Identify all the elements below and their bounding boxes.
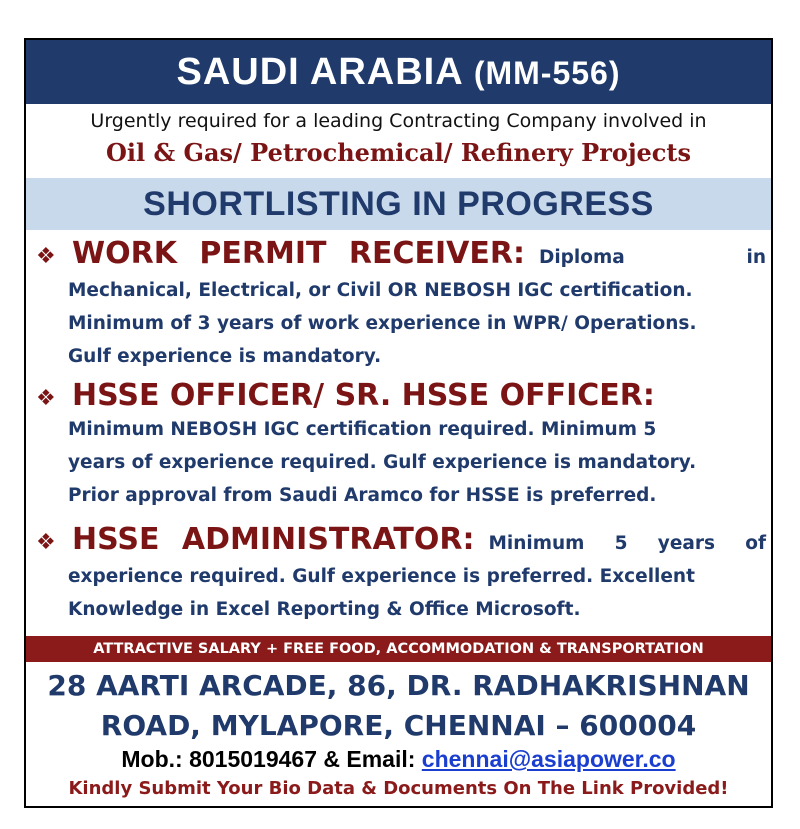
mobile-number: Mob.: 8015019467 & Email: (121, 746, 416, 772)
address-line: ROAD, MYLAPORE, CHENNAI – 600004 (100, 709, 697, 742)
job-description-line: Minimum 5 years of (488, 533, 766, 554)
job-title: HSSE ADMINISTRATOR: (72, 522, 475, 557)
bullet-icon: ❖ (36, 244, 56, 269)
job-description-line: experience required. Gulf experience is preferred. Excellent (68, 566, 695, 587)
job-title: HSSE OFFICER/ SR. HSSE OFFICER: (72, 378, 655, 413)
country-title: SAUDI ARABIA (176, 51, 463, 93)
address-line: 28 AARTI ARCADE, 86, DR. RADHAKRISHNAN (47, 669, 750, 702)
job-advertisement (24, 38, 773, 808)
bullet-icon: ❖ (36, 530, 56, 555)
intro-text: Urgently required for a leading Contracting Company involved in (90, 110, 707, 132)
job-description-line: Minimum of 3 years of work experience in WPR/ Operations. (68, 313, 697, 334)
contact-line (26, 746, 771, 773)
reference-code: (MM-556) (473, 55, 621, 91)
job-description (36, 413, 766, 512)
benefits-banner: ATTRACTIVE SALARY + FREE FOOD, ACCOMMODATION & TRANSPORTATION (26, 636, 771, 662)
job-description-line: years of experience required. Gulf experience is mandatory. (68, 452, 697, 473)
job-description-line: Diploma in (538, 247, 766, 268)
job-description (36, 560, 766, 626)
title-banner (26, 40, 771, 104)
sector-heading: Oil & Gas/ Petrochemical/ Refinery Projects (105, 138, 692, 167)
email-link[interactable]: chennai@asiapower.co (421, 746, 676, 772)
submission-instruction: Kindly Submit Your Bio Data & Documents On The Link Provided! (68, 778, 729, 799)
job-description-line: Prior approval from Saudi Aramco for HSSE is preferred. (68, 485, 657, 506)
job-listing (36, 236, 766, 373)
job-description-line: Knowledge in Excel Reporting & Office Microsoft. (68, 599, 581, 620)
office-address (26, 666, 771, 746)
job-listing (36, 522, 766, 626)
job-description-line: Mechanical, Electrical, or Civil OR NEBOSH IGC certification. (68, 280, 693, 301)
job-description-line: Gulf experience is mandatory. (68, 346, 382, 367)
job-description (36, 274, 766, 373)
job-title: WORK PERMIT RECEIVER: (72, 236, 525, 271)
bullet-icon: ❖ (36, 386, 56, 411)
job-listing (36, 378, 766, 512)
status-banner: SHORTLISTING IN PROGRESS (26, 178, 771, 230)
job-description-line: Minimum NEBOSH IGC certification required. Minimum 5 (68, 419, 657, 440)
